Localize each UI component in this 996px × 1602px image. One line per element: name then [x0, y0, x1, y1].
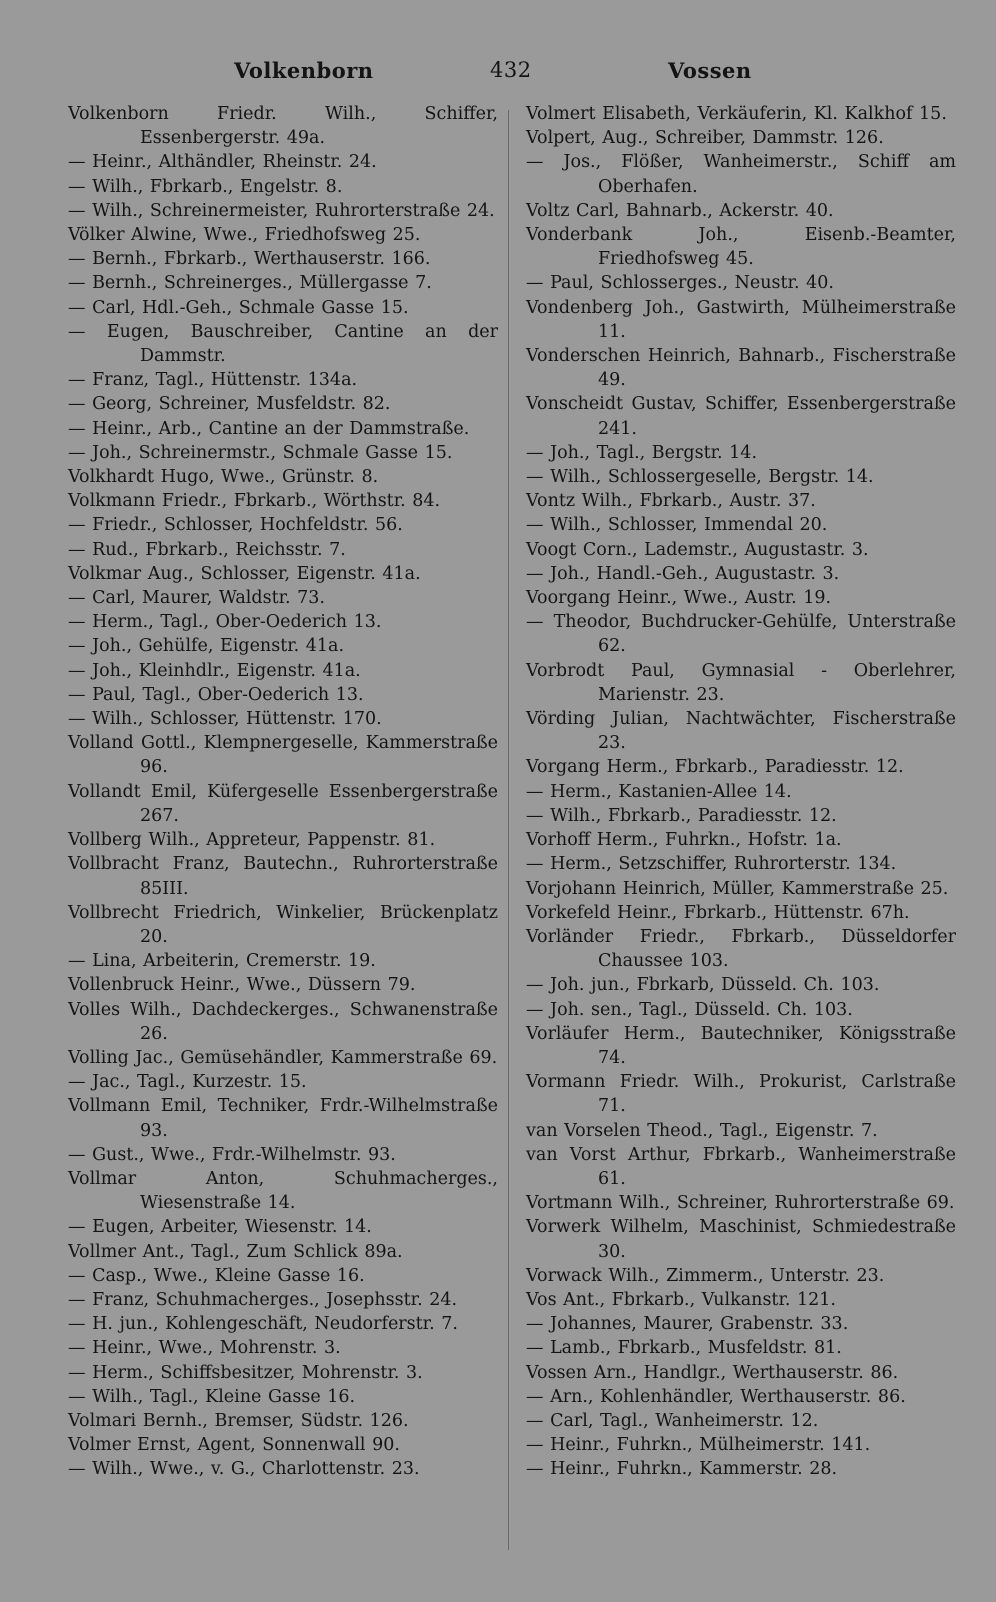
left-column — [68, 102, 498, 1482]
right-column — [526, 102, 956, 1482]
directory-entry: Volpert, Aug., Schreiber, Dammstr. 126. — [526, 128, 884, 149]
directory-entry: — Carl, Hdl.-Geh., Schmale Gasse 15. — [68, 297, 409, 318]
directory-entry: Vorjohann Heinrich, Müller, Kammerstraße 25. — [526, 878, 949, 899]
directory-entry: Volmari Bernh., Bremser, Südstr. 126. — [68, 1410, 409, 1431]
directory-entry: — Wilh., Fbrkarb., Paradiesstr. 12. — [526, 805, 837, 826]
directory-entry: Vollenbruck Heinr., Wwe., Düssern 79. — [68, 975, 416, 996]
directory-entry: — Herm., Kastanien-Allee 14. — [526, 781, 792, 802]
directory-entry: — Joh., Tagl., Bergstr. 14. — [526, 442, 758, 463]
directory-entry: Vollberg Wilh., Appreteur, Pappenstr. 81. — [68, 830, 436, 851]
directory-entry: — Gust., Wwe., Frdr.-Wilhelmstr. 93. — [68, 1144, 396, 1165]
directory-entry: — Wilh., Wwe., v. G., Charlottenstr. 23. — [68, 1459, 420, 1480]
page-number: 432 — [490, 58, 532, 82]
directory-entry: Volkmar Aug., Schlosser, Eigenstr. 41a. — [68, 563, 421, 584]
directory-entry: Vonderschen Heinrich, Bahnarb., Fischerstraße 49. — [526, 346, 956, 391]
directory-entry: — Heinr., Wwe., Mohrenstr. 3. — [68, 1338, 341, 1359]
directory-entry: Vorländer Friedr., Fbrkarb., Düsseldorfer Chaussee 103. — [526, 926, 956, 972]
directory-entry: Voltz Carl, Bahnarb., Ackerstr. 40. — [526, 200, 834, 221]
directory-entry: Vormann Friedr. Wilh., Prokurist, Carlstraße 71. — [526, 1072, 956, 1117]
directory-entry: — Franz, Schuhmacherges., Josephsstr. 24. — [68, 1289, 458, 1310]
directory-entry: — Eugen, Bauschreiber, Cantine an der Dammstr. — [68, 321, 498, 367]
directory-entry: — Heinr., Althändler, Rheinstr. 24. — [68, 152, 377, 173]
column-divider — [508, 110, 509, 1550]
directory-entry: Voogt Corn., Lademstr., Augustastr. 3. — [526, 539, 869, 560]
directory-entry: — Eugen, Arbeiter, Wiesenstr. 14. — [68, 1217, 372, 1238]
directory-entry: — Joh. sen., Tagl., Düsseld. Ch. 103. — [526, 999, 853, 1020]
directory-entry: Vollbrecht Friedrich, Winkelier, Brückenplatz 20. — [68, 902, 498, 947]
directory-entry: — Carl, Tagl., Wanheimerstr. 12. — [526, 1410, 819, 1431]
directory-entry: — Herm., Tagl., Ober-Oederich 13. — [68, 612, 382, 633]
directory-entry: — Lina, Arbeiterin, Cremerstr. 19. — [68, 951, 376, 972]
directory-entry: — Wilh., Schreinermeister, Ruhrorterstraße 24. — [68, 200, 495, 221]
directory-entry: — Paul, Schlosserges., Neustr. 40. — [526, 273, 834, 294]
directory-entry: Vorwerk Wilhelm, Maschinist, Schmiedestraße 30. — [526, 1217, 956, 1262]
directory-entry: Vorkefeld Heinr., Fbrkarb., Hüttenstr. 67h. — [526, 902, 910, 923]
directory-entry: — H. jun., Kohlengeschäft, Neudorferstr. 7. — [68, 1314, 458, 1335]
directory-entry: — Herm., Setzschiffer, Ruhrorterstr. 134. — [526, 854, 897, 875]
directory-entry: Vollmann Emil, Techniker, Frdr.-Wilhelmstraße 93. — [68, 1096, 498, 1141]
directory-entry: — Wilh., Schlosser, Hüttenstr. 170. — [68, 709, 382, 730]
directory-entry: Vollbracht Franz, Bautechn., Ruhrorterstraße 85III. — [68, 854, 498, 899]
directory-entry: — Heinr., Fuhrkn., Kammerstr. 28. — [526, 1459, 838, 1480]
directory-entry: — Jos., Flößer, Wanheimerstr., Schiff am Oberhafen. — [526, 152, 956, 197]
directory-entry: — Joh., Kleinhdlr., Eigenstr. 41a. — [68, 660, 361, 681]
directory-entry: Vorhoff Herm., Fuhrkn., Hofstr. 1a. — [526, 830, 842, 851]
directory-entry: — Joh., Schreinermstr., Schmale Gasse 15. — [68, 442, 453, 463]
directory-entry: Vollmar Anton, Schuhmacherges., Wiesenstraße 14. — [68, 1168, 498, 1214]
directory-entry: — Theodor, Buchdrucker-Gehülfe, Unterstraße 62. — [526, 612, 956, 657]
directory-entry: van Vorst Arthur, Fbrkarb., Wanheimerstraße 61. — [526, 1144, 956, 1189]
directory-entry: Vossen Arn., Handlgr., Werthauserstr. 86. — [526, 1362, 899, 1383]
directory-entry: — Joh. jun., Fbrkarb, Düsseld. Ch. 103. — [526, 975, 880, 996]
directory-entry: Volmert Elisabeth, Verkäuferin, Kl. Kalkhof 15. — [526, 104, 947, 124]
directory-entry: — Georg, Schreiner, Musfeldstr. 82. — [68, 394, 391, 415]
directory-entry: Volkmann Friedr., Fbrkarb., Wörthstr. 84. — [68, 491, 441, 512]
directory-entry: — Paul, Tagl., Ober-Oederich 13. — [68, 684, 364, 705]
running-head-left: Volkenborn — [234, 58, 374, 83]
directory-entry: Voorgang Heinr., Wwe., Austr. 19. — [526, 588, 832, 609]
directory-entry: — Jac., Tagl., Kurzestr. 15. — [68, 1072, 307, 1093]
directory-entry: — Lamb., Fbrkarb., Musfeldstr. 81. — [526, 1338, 842, 1359]
directory-entry: Volles Wilh., Dachdeckerges., Schwanenstraße 26. — [68, 999, 498, 1044]
directory-entry: — Wilh., Fbrkarb., Engelstr. 8. — [68, 176, 343, 197]
directory-entry: Vonscheidt Gustav, Schiffer, Essenbergerstraße 241. — [526, 394, 956, 439]
directory-entry: Vos Ant., Fbrkarb., Vulkanstr. 121. — [526, 1289, 836, 1310]
directory-entry: — Bernh., Schreinerges., Müllergasse 7. — [68, 273, 432, 294]
directory-entry: — Wilh., Schlossergeselle, Bergstr. 14. — [526, 467, 874, 488]
directory-entry: Vorbrodt Paul, Gymnasial - Oberlehrer, Marienstr. 23. — [526, 660, 956, 705]
directory-entry: — Wilh., Tagl., Kleine Gasse 16. — [68, 1386, 356, 1407]
directory-entry: Volland Gottl., Klempnergeselle, Kammerstraße 96. — [68, 733, 498, 778]
directory-entry: Vollmer Ant., Tagl., Zum Schlick 89a. — [68, 1241, 403, 1262]
page-header — [66, 58, 962, 92]
directory-entry: Volling Jac., Gemüsehändler, Kammerstraße 69. — [68, 1047, 498, 1068]
directory-entry: Vorgang Herm., Fbrkarb., Paradiesstr. 12. — [526, 757, 904, 778]
directory-entry: — Friedr., Schlosser, Hochfeldstr. 56. — [68, 515, 403, 536]
directory-entry: — Wilh., Schlosser, Immendal 20. — [526, 515, 828, 536]
directory-entry: van Vorselen Theod., Tagl., Eigenstr. 7. — [526, 1120, 878, 1141]
directory-entry: Vorwack Wilh., Zimmerm., Unterstr. 23. — [526, 1265, 885, 1286]
directory-entry: Völker Alwine, Wwe., Friedhofsweg 25. — [68, 225, 421, 246]
directory-entry: — Herm., Schiffsbesitzer, Mohrenstr. 3. — [68, 1362, 423, 1383]
directory-entry: Vonderbank Joh., Eisenb.-Beamter, Friedhofsweg 45. — [526, 225, 956, 270]
directory-entry: — Bernh., Fbrkarb., Werthauserstr. 166. — [68, 249, 431, 270]
directory-entry: — Arn., Kohlenhändler, Werthauserstr. 86. — [526, 1386, 906, 1407]
directory-entry: — Johannes, Maurer, Grabenstr. 33. — [526, 1314, 849, 1335]
directory-entry: Volkenborn Friedr. Wilh., Schiffer, Essenbergerstr. 49a. — [68, 104, 498, 149]
directory-entry: Vollandt Emil, Küfergeselle Essenbergerstraße 267. — [68, 781, 498, 826]
directory-entry: — Casp., Wwe., Kleine Gasse 16. — [68, 1265, 365, 1286]
directory-entry: — Heinr., Fuhrkn., Mülheimerstr. 141. — [526, 1435, 871, 1456]
directory-entry: — Rud., Fbrkarb., Reichsstr. 7. — [68, 539, 346, 560]
directory-entry: — Joh., Handl.-Geh., Augustastr. 3. — [526, 563, 840, 584]
directory-entry: Vörding Julian, Nachtwächter, Fischerstraße 23. — [526, 709, 956, 754]
directory-entry: Vortmann Wilh., Schreiner, Ruhrorterstraße 69. — [526, 1193, 955, 1214]
directory-entry: Volmer Ernst, Agent, Sonnenwall 90. — [68, 1435, 400, 1456]
directory-entry: — Joh., Gehülfe, Eigenstr. 41a. — [68, 636, 345, 657]
directory-entry: Vorläufer Herm., Bautechniker, Königsstraße 74. — [526, 1023, 956, 1068]
directory-entry: Vondenberg Joh., Gastwirth, Mülheimerstraße 11. — [526, 297, 956, 342]
running-head-right: Vossen — [668, 58, 752, 83]
directory-entry: — Carl, Maurer, Waldstr. 73. — [68, 588, 325, 609]
directory-entry: Vontz Wilh., Fbrkarb., Austr. 37. — [526, 491, 816, 512]
directory-entry: — Franz, Tagl., Hüttenstr. 134a. — [68, 370, 358, 391]
directory-entry: — Heinr., Arb., Cantine an der Dammstraße. — [68, 418, 470, 439]
directory-entry: Volkhardt Hugo, Wwe., Grünstr. 8. — [68, 467, 379, 488]
